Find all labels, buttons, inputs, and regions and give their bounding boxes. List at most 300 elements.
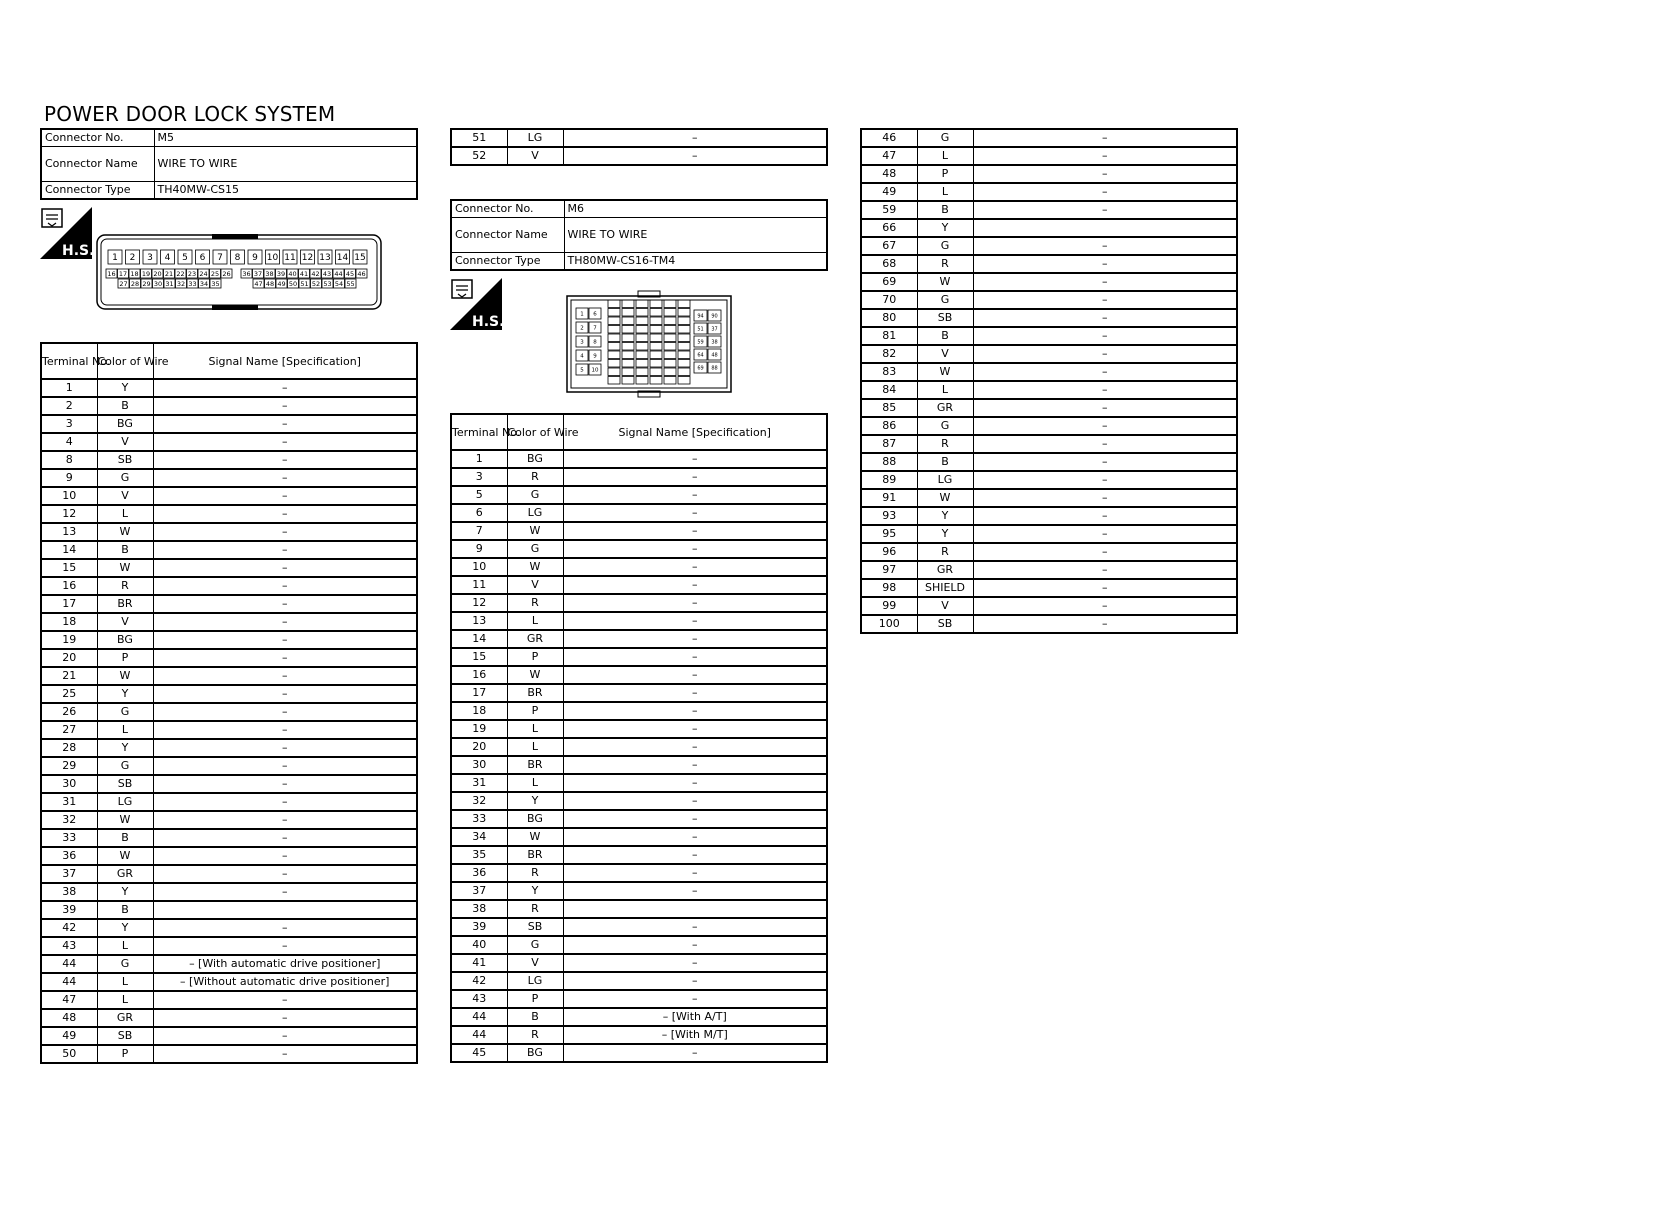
table-row	[41, 523, 417, 541]
m5-no-value: M5	[154, 129, 417, 147]
wire-color-cell: G	[917, 417, 973, 435]
wire-color-cell: B	[97, 397, 153, 415]
connector-pin-label: 27	[119, 279, 128, 288]
table-row	[41, 739, 417, 757]
terminal-no-cell: 47	[41, 991, 97, 1009]
connector-pin	[650, 300, 662, 308]
wire-color-cell: L	[507, 738, 563, 756]
table-row	[451, 774, 827, 792]
terminal-no-cell: 70	[861, 291, 917, 309]
connector-pin-label: 7	[217, 253, 223, 264]
signal-name-cell: –	[973, 381, 1237, 399]
table-row	[451, 972, 827, 990]
signal-name-cell: – [With A/T]	[563, 1008, 827, 1026]
wire-color-cell: LG	[507, 129, 563, 147]
wire-color-cell: BG	[507, 450, 563, 468]
connector-pin	[608, 317, 620, 325]
terminal-no-cell: 37	[41, 865, 97, 883]
wire-color-cell: P	[917, 165, 973, 183]
signal-name-cell: –	[973, 399, 1237, 417]
connector-pin	[678, 309, 690, 317]
signal-name-cell: –	[563, 972, 827, 990]
wire-color-cell: LG	[507, 972, 563, 990]
connector-pin-label: 90	[711, 313, 718, 320]
terminal-no-cell: 97	[861, 561, 917, 579]
table-row	[41, 487, 417, 505]
signal-name-cell: –	[563, 450, 827, 468]
terminal-no-cell: 9	[451, 540, 507, 558]
signal-name-cell: –	[973, 327, 1237, 345]
terminal-no-cell: 38	[41, 883, 97, 901]
terminal-no-cell: 19	[451, 720, 507, 738]
table-row	[451, 666, 827, 684]
wire-color-cell: LG	[917, 471, 973, 489]
connector-pin	[664, 309, 676, 317]
signal-name-cell: –	[973, 615, 1237, 633]
terminal-no-cell: 43	[451, 990, 507, 1008]
connector-pin-label: 32	[176, 279, 186, 288]
connector-pin	[636, 377, 648, 385]
m6-name-label: Connector Name	[451, 218, 564, 253]
wire-color-cell: W	[97, 667, 153, 685]
table-row	[41, 577, 417, 595]
hs-label: H.S.	[62, 243, 95, 259]
wire-color-cell: BR	[97, 595, 153, 613]
table-row	[861, 417, 1237, 435]
connector-pin-label: 64	[697, 352, 704, 359]
table-row	[41, 703, 417, 721]
wire-color-cell: P	[507, 648, 563, 666]
wire-color-cell: W	[507, 828, 563, 846]
hs-label: H.S.	[472, 314, 505, 330]
terminal-no-cell: 26	[41, 703, 97, 721]
signal-name-cell: –	[973, 363, 1237, 381]
signal-name-cell: –	[153, 703, 417, 721]
wire-color-cell: SB	[507, 918, 563, 936]
connector-pin-label: 7	[593, 325, 597, 332]
signal-name-cell: –	[973, 489, 1237, 507]
signal-name-cell: –	[153, 523, 417, 541]
table-row	[451, 576, 827, 594]
wire-color-cell: R	[917, 543, 973, 561]
wire-color-cell: V	[97, 487, 153, 505]
connector-pin	[608, 360, 620, 368]
terminal-no-cell: 49	[861, 183, 917, 201]
connector-pin-label: 45	[345, 269, 355, 278]
terminal-no-cell: 100	[861, 615, 917, 633]
connector-pin-label: 3	[580, 339, 584, 346]
connector-pin-label: 47	[254, 279, 263, 288]
wire-color-cell: GR	[97, 1009, 153, 1027]
connector-pin-label: 28	[130, 279, 140, 288]
signal-name-cell: –	[153, 649, 417, 667]
wire-color-cell: LG	[97, 793, 153, 811]
terminal-no-cell: 31	[451, 774, 507, 792]
table-row	[861, 237, 1237, 255]
wire-color-cell: G	[917, 291, 973, 309]
terminal-no-cell: 12	[41, 505, 97, 523]
terminal-no-cell: 4	[41, 433, 97, 451]
terminal-no-cell: 28	[41, 739, 97, 757]
signal-name-cell: –	[563, 630, 827, 648]
wire-color-cell: V	[917, 597, 973, 615]
connector-pin-label: 51	[697, 326, 704, 333]
signal-name-cell: –	[973, 507, 1237, 525]
m6-no-value: M6	[564, 200, 827, 218]
wire-color-cell: W	[97, 523, 153, 541]
terminal-no-cell: 16	[451, 666, 507, 684]
wire-color-cell: SHIELD	[917, 579, 973, 597]
connector-pin-label: 10	[266, 253, 279, 264]
terminal-no-cell: 45	[451, 1044, 507, 1062]
table-row	[41, 865, 417, 883]
signal-name-cell: –	[153, 811, 417, 829]
wire-color-cell: R	[97, 577, 153, 595]
connector-pin-label: 5	[580, 367, 584, 374]
terminal-no-cell: 18	[41, 613, 97, 631]
table-row	[861, 273, 1237, 291]
terminal-no-cell: 49	[41, 1027, 97, 1045]
table-row	[41, 595, 417, 613]
connector-pin-label: 8	[234, 253, 241, 264]
connector-pin-label: 44	[334, 269, 343, 278]
connector-pin	[664, 326, 676, 334]
m5-type-label: Connector Type	[41, 182, 154, 200]
wire-color-cell: L	[507, 720, 563, 738]
table-row	[451, 504, 827, 522]
connector-pin-label: 59	[697, 339, 704, 346]
signal-name-cell: –	[973, 273, 1237, 291]
connector-pin-label: 2	[580, 325, 584, 332]
table-row	[861, 489, 1237, 507]
wire-color-cell: W	[917, 489, 973, 507]
wire-color-cell: G	[507, 936, 563, 954]
wire-color-cell: V	[97, 433, 153, 451]
table-row	[41, 685, 417, 703]
wire-color-cell: SB	[97, 1027, 153, 1045]
connector-pin-label: 4	[164, 253, 171, 264]
connector-pin	[678, 334, 690, 342]
terminal-no-cell: 50	[41, 1045, 97, 1063]
connector-pin-label: 69	[697, 365, 704, 372]
wire-color-cell: V	[507, 954, 563, 972]
table-row	[451, 594, 827, 612]
connector-pin-label: 41	[299, 269, 309, 278]
connector-pin	[650, 351, 662, 359]
table-row	[451, 1008, 827, 1026]
connector-pin	[678, 351, 690, 359]
connector-pin-label: 34	[199, 279, 209, 288]
m6-name-value: WIRE TO WIRE	[564, 218, 827, 253]
terminal-no-cell: 30	[41, 775, 97, 793]
table-row	[451, 738, 827, 756]
signal-name-cell: – [With automatic drive positioner]	[153, 955, 417, 973]
table-row	[451, 810, 827, 828]
connector-pin	[664, 334, 676, 342]
wire-color-cell: B	[97, 829, 153, 847]
table-row	[41, 973, 417, 991]
terminal-no-cell: 9	[41, 469, 97, 487]
connector-pin	[608, 368, 620, 376]
table-row	[41, 811, 417, 829]
terminal-no-cell: 2	[41, 397, 97, 415]
signal-name-cell: –	[153, 829, 417, 847]
signal-name-cell: –	[973, 579, 1237, 597]
terminal-no-cell: 84	[861, 381, 917, 399]
connector-pin-label: 15	[354, 253, 366, 264]
signal-name-cell: –	[153, 937, 417, 955]
connector-pin-label: 48	[265, 279, 275, 288]
connector-pin-label: 38	[265, 269, 274, 278]
terminal-no-cell: 10	[451, 558, 507, 576]
connector-pin	[636, 360, 648, 368]
wire-color-cell: B	[917, 201, 973, 219]
connector-pin	[664, 377, 676, 385]
terminal-no-cell: 52	[451, 147, 507, 165]
terminal-no-cell: 51	[451, 129, 507, 147]
wire-color-cell: L	[97, 973, 153, 991]
connector-pin-label: 33	[188, 279, 197, 288]
signal-name-cell: –	[563, 540, 827, 558]
table-row	[861, 381, 1237, 399]
terminal-no-cell: 8	[41, 451, 97, 469]
wire-color-cell: Y	[97, 883, 153, 901]
table-row	[451, 1044, 827, 1062]
connector-pin	[636, 309, 648, 317]
signal-name-cell: –	[973, 453, 1237, 471]
wire-color-cell: V	[917, 345, 973, 363]
connector-pin	[608, 377, 620, 385]
terminal-no-cell: 89	[861, 471, 917, 489]
wire-color-cell: GR	[507, 630, 563, 648]
wire-color-cell: Y	[917, 219, 973, 237]
connector-pin-label: 31	[165, 279, 174, 288]
connector-pin-label: 54	[334, 279, 344, 288]
terminal-no-cell: 6	[451, 504, 507, 522]
table-row	[41, 757, 417, 775]
connector-pin	[608, 334, 620, 342]
wire-color-cell: SB	[97, 775, 153, 793]
table-row	[41, 1045, 417, 1063]
terminal-no-cell: 85	[861, 399, 917, 417]
signal-name-cell: –	[153, 1009, 417, 1027]
terminal-no-cell: 13	[41, 523, 97, 541]
connector-pin	[622, 334, 634, 342]
connector-pin-label: 37	[711, 326, 718, 333]
signal-name-cell: –	[563, 612, 827, 630]
connector-pin	[622, 326, 634, 334]
terminal-no-cell: 11	[451, 576, 507, 594]
wire-color-cell: R	[507, 900, 563, 918]
connector-pin	[664, 317, 676, 325]
wire-color-cell: LG	[507, 504, 563, 522]
connector-pin-label: 17	[118, 269, 128, 278]
terminal-no-cell: 48	[41, 1009, 97, 1027]
connector-pin-label: 53	[323, 279, 332, 288]
connector-pin	[622, 360, 634, 368]
m6-type-value: TH80MW-CS16-TM4	[564, 253, 827, 271]
signal-name-cell: –	[153, 397, 417, 415]
signal-name-cell: –	[973, 237, 1237, 255]
connector-pin	[622, 368, 634, 376]
wire-color-cell: G	[97, 955, 153, 973]
connector-pin	[678, 360, 690, 368]
signal-name-cell: –	[973, 597, 1237, 615]
wire-color-cell: G	[507, 540, 563, 558]
terminal-no-cell: 44	[451, 1026, 507, 1044]
terminal-no-cell: 38	[451, 900, 507, 918]
wire-color-cell: L	[917, 381, 973, 399]
terminal-no-cell: 19	[41, 631, 97, 649]
signal-name-cell: –	[153, 757, 417, 775]
table-row	[41, 649, 417, 667]
wire-color-cell: GR	[97, 865, 153, 883]
connector-pin	[622, 377, 634, 385]
table-row	[451, 612, 827, 630]
signal-name-cell: –	[153, 595, 417, 613]
signal-name-cell: –	[973, 291, 1237, 309]
connector-pin-label: 36	[242, 269, 251, 278]
terminal-no-cell: 44	[41, 973, 97, 991]
terminal-no-cell: 66	[861, 219, 917, 237]
connector-pin-label: 5	[182, 253, 188, 264]
signal-name-cell: –	[973, 165, 1237, 183]
signal-name-cell: –	[153, 631, 417, 649]
table-row	[861, 435, 1237, 453]
wire-color-cell: W	[97, 811, 153, 829]
connector-pin-label: 18	[130, 269, 139, 278]
connector-pin	[678, 343, 690, 351]
wire-color-cell: L	[97, 505, 153, 523]
wire-color-cell: G	[917, 129, 973, 147]
wire-color-cell: R	[507, 468, 563, 486]
terminal-no-cell: 27	[41, 721, 97, 739]
connector-pin-label: 52	[311, 279, 321, 288]
wire-color-cell: BR	[507, 684, 563, 702]
wire-color-cell: V	[507, 576, 563, 594]
connector-pin-label: 51	[300, 279, 309, 288]
connector-pin-label: 9	[593, 353, 597, 360]
signal-name-cell: –	[153, 1027, 417, 1045]
table-row	[41, 541, 417, 559]
wire-color-cell: BG	[97, 631, 153, 649]
table-row	[861, 219, 1237, 237]
wire-color-cell: V	[507, 147, 563, 165]
table-row	[41, 379, 417, 397]
signal-name-cell: –	[563, 1044, 827, 1062]
signal-name-cell: –	[563, 828, 827, 846]
terminal-no-cell: 87	[861, 435, 917, 453]
table-row	[861, 255, 1237, 273]
wire-color-cell: L	[97, 937, 153, 955]
wire-color-cell: Y	[507, 792, 563, 810]
terminal-no-cell: 86	[861, 417, 917, 435]
wire-color-cell: GR	[917, 399, 973, 417]
table-row	[451, 900, 827, 918]
table-row	[41, 631, 417, 649]
connector-pin-label: 46	[357, 269, 366, 278]
signal-name-cell: –	[973, 471, 1237, 489]
connector-pin	[664, 360, 676, 368]
terminal-no-cell: 15	[41, 559, 97, 577]
table-row	[451, 918, 827, 936]
terminal-no-cell: 36	[41, 847, 97, 865]
signal-name-cell: –	[973, 147, 1237, 165]
terminal-no-cell: 42	[451, 972, 507, 990]
wire-color-cell: P	[507, 990, 563, 1008]
terminal-no-cell: 42	[41, 919, 97, 937]
signal-name-cell: –	[563, 666, 827, 684]
wire-color-cell: BG	[507, 1044, 563, 1062]
wire-color-cell: BG	[97, 415, 153, 433]
table-row	[41, 559, 417, 577]
terminal-no-cell: 15	[451, 648, 507, 666]
wire-color-cell: B	[507, 1008, 563, 1026]
table-row	[451, 936, 827, 954]
connector-pin-label: 16	[107, 269, 116, 278]
signal-name-cell: –	[563, 954, 827, 972]
wire-color-cell: G	[97, 703, 153, 721]
table-row	[861, 561, 1237, 579]
table-row	[41, 1027, 417, 1045]
table-row	[451, 954, 827, 972]
terminal-no-cell: 34	[451, 828, 507, 846]
signal-name-cell: –	[973, 183, 1237, 201]
wire-color-cell: B	[97, 541, 153, 559]
wire-color-cell: B	[917, 453, 973, 471]
terminal-header: Terminal No.	[451, 414, 507, 450]
connector-pin	[664, 343, 676, 351]
m5-no-label: Connector No.	[41, 129, 154, 147]
signal-name-cell: –	[973, 255, 1237, 273]
signal-name-cell	[973, 219, 1237, 237]
signal-name-cell: –	[563, 936, 827, 954]
terminal-no-cell: 39	[41, 901, 97, 919]
connector-pin	[678, 377, 690, 385]
table-row	[861, 345, 1237, 363]
table-row	[41, 415, 417, 433]
connector-pin	[650, 317, 662, 325]
wire-color-cell: W	[507, 558, 563, 576]
connector-pin-label: 88	[711, 365, 718, 372]
connector-pin-label: 11	[284, 253, 296, 264]
connector-pin	[678, 317, 690, 325]
signal-name-cell: –	[153, 991, 417, 1009]
wire-color-cell: L	[97, 991, 153, 1009]
signal-name-cell: –	[563, 129, 827, 147]
connector-pin-label: 8	[593, 339, 597, 346]
m5-connector-info	[40, 128, 418, 200]
connector-pin-label: 14	[336, 253, 349, 264]
terminal-no-cell: 29	[41, 757, 97, 775]
table-row	[41, 397, 417, 415]
terminal-no-cell: 95	[861, 525, 917, 543]
table-row	[451, 684, 827, 702]
wire-color-cell: W	[507, 522, 563, 540]
table-row	[41, 793, 417, 811]
signal-name-cell: –	[563, 882, 827, 900]
connector-pin	[664, 300, 676, 308]
signal-name-cell: –	[153, 415, 417, 433]
wire-color-cell: W	[507, 666, 563, 684]
signal-name-cell: –	[153, 1045, 417, 1063]
signal-name-cell: –	[153, 739, 417, 757]
signal-name-cell: –	[563, 864, 827, 882]
signal-name-cell: – [Without automatic drive positioner]	[153, 973, 417, 991]
wire-color-cell: P	[97, 1045, 153, 1063]
terminal-no-cell: 40	[451, 936, 507, 954]
terminal-no-cell: 67	[861, 237, 917, 255]
